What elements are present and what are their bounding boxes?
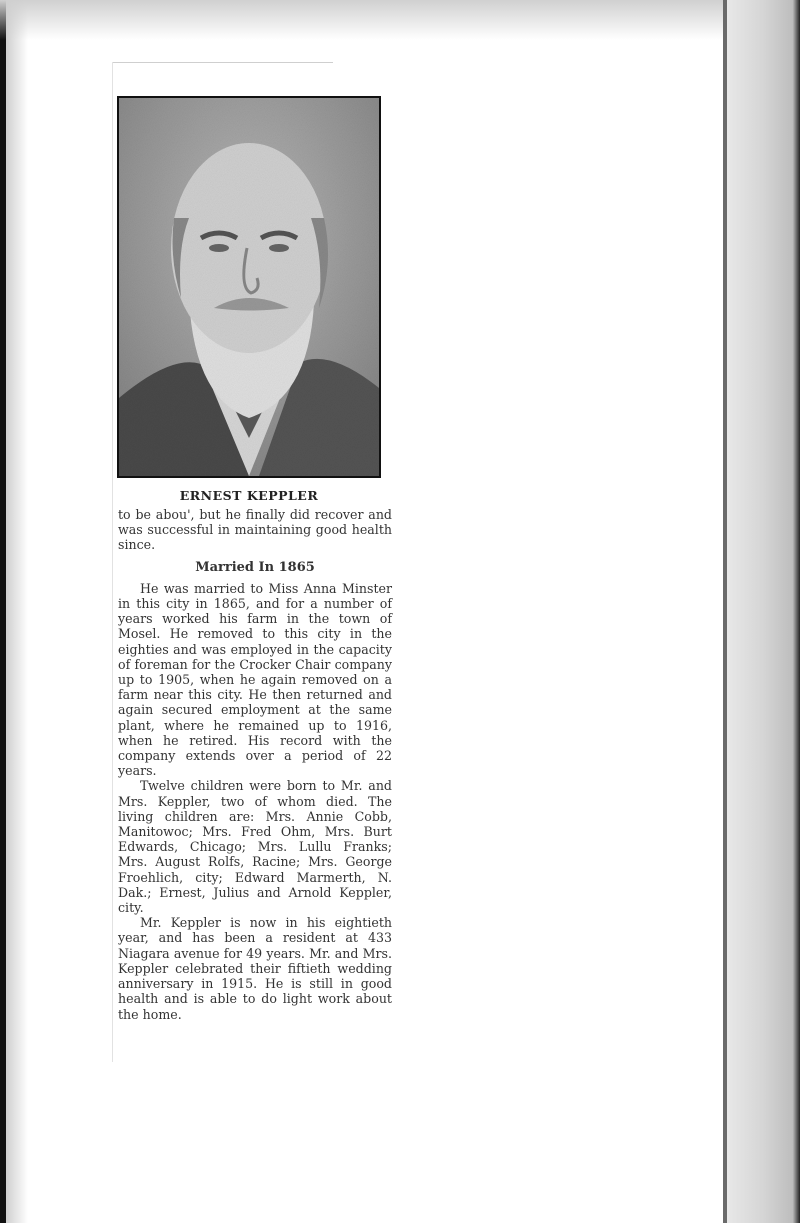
clipping-border-left: [112, 62, 113, 1062]
obituary-article: [118, 507, 392, 1022]
portrait-illustration: [119, 98, 379, 476]
photo-caption: ERNEST KEPPLER: [179, 488, 319, 503]
facing-page-edge: [727, 0, 800, 1223]
article-paragraph: Mr. Keppler is now in his eightieth year, and has been a resident at 433 Niagara avenue for 49 years. Mr. and Mrs. Keppler celebrated their fiftieth wedding anniversary in 1915. He is still in good health and is able to do light work about the home.: [118, 915, 392, 1022]
article-continuation: to be abou', but he finally did recover and was successful in maintaining good health since.: [118, 507, 392, 553]
portrait-photo: [117, 96, 381, 478]
clipping-border-top: [113, 62, 333, 63]
scan-shadow-top: [0, 0, 730, 40]
scan-shadow-left: [6, 0, 28, 1223]
article-paragraph: He was married to Miss Anna Minster in this city in 1865, and for a number of years worked his farm in the town of Mosel. He removed to this city in the eighties and was employed in the capacity of foreman for the Crocker Chair company up to 1905, when he again removed on a farm near this city. He then returned and again secured employment at the same plant, where he remained up to 1916, when he retired. His record with the company extends over a period of 22 years.: [118, 580, 392, 779]
section-subheading: Married In 1865: [195, 559, 315, 575]
article-paragraph: Twelve children were born to Mr. and Mrs. Keppler, two of whom died. The living children are: Mrs. Annie Cobb, Manitowoc; Mrs. Fred Ohm, Mrs. Burt Edwards, Chicago; Mrs. Lullu Franks; Mrs. August Rolfs, Racine; Mrs. George Froehlich, city; Edward Marmerth, N. Dak.; Ernest, Julius and Arnold Keppler, city.: [118, 778, 392, 916]
